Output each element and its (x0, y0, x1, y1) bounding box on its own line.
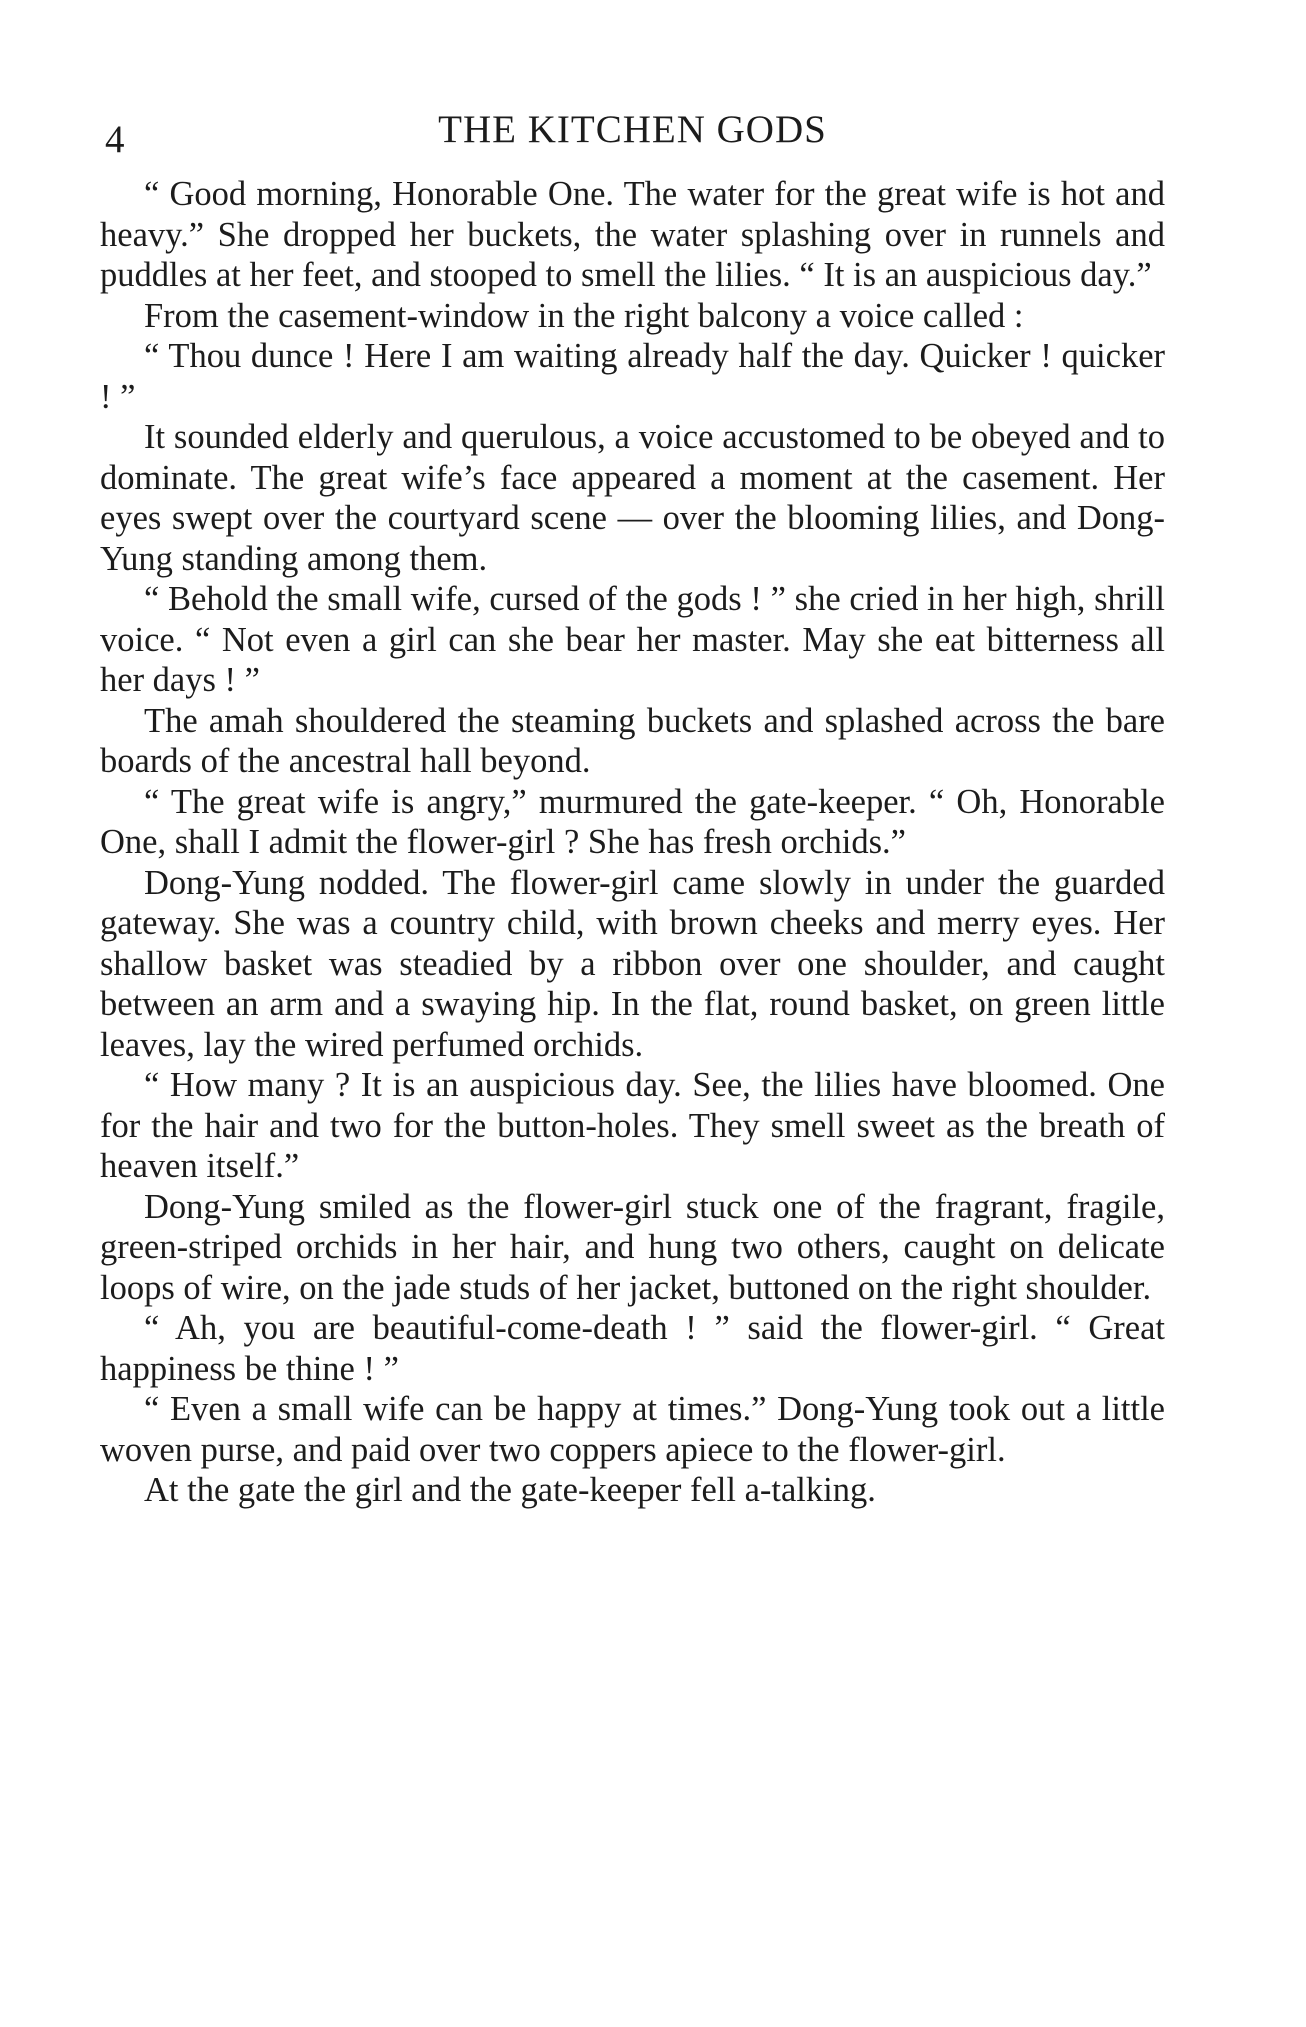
paragraph-orchids-in-hair: Dong-Yung smiled as the flower-girl stuck one of the fragrant, fragile, green-striped orchids in her hair, and hung two others, caught on delicate loops of wire, on the jade studs of her jacket, buttoned on the right shoulder. (100, 1187, 1165, 1307)
body-text (100, 174, 1165, 1511)
paragraph-elderly-querulous: It sounded elderly and querulous, a voice accustomed to be obeyed and to dominate. The great wife’s face appeared a moment at the casement. Her eyes swept over the courtyard scene — over the blooming lilies, and Dong-Yung standing among them. (100, 418, 1165, 578)
paragraph-gate-talking: At the gate the girl and the gate-keeper fell a-talking. (144, 1471, 876, 1509)
paragraph-great-wife-angry: “ The great wife is angry,” murmured the gate-keeper. “ Oh, Honorable One, shall I admit the flower-girl ? She has fresh orchids.” (100, 782, 1165, 861)
running-head (100, 100, 1165, 160)
book-page (100, 100, 1165, 1511)
paragraph-good-morning: “ Good morning, Honorable One. The water for the great wife is hot and heavy.” She dropped her buckets, the water splashing over in runnels and puddles at her feet, and stooped to smell the lilies. “ It is an auspicious day.” (100, 175, 1165, 294)
paragraph-beautiful-come-death: “ Ah, you are beautiful-come-death ! ” said the flower-girl. “ Great happiness be thine ! ” (100, 1309, 1165, 1388)
paragraph-flower-girl-arrives: Dong-Yung nodded. The flower-girl came slowly in under the guarded gateway. She was a country child, with brown cheeks and merry eyes. Her shallow basket was steadied by a ribbon over one shoulder, and caught between an arm and a swaying hip. In the flat, round basket, on green little leaves, lay the wired perfumed orchids. (100, 863, 1165, 1064)
paragraph-amah-buckets: The amah shouldered the steaming buckets and splashed across the bare boards of the ancestral hall beyond. (100, 701, 1165, 780)
page-number: 4 (105, 118, 125, 161)
paragraph-small-wife-happy: “ Even a small wife can be happy at times.” Dong-Yung took out a little woven purse, and paid over two coppers apiece to the flower-girl. (100, 1390, 1165, 1469)
paragraph-casement-voice: From the casement-window in the right balcony a voice called : (144, 296, 1024, 335)
paragraph-how-many: “ How many ? It is an auspicious day. See, the lilies have bloomed. One for the hair and two for the button-holes. They smell sweet as the breath of heaven itself.” (100, 1066, 1165, 1185)
running-title: THE KITCHEN GODS (438, 108, 827, 151)
paragraph-behold-small-wife: “ Behold the small wife, cursed of the gods ! ” she cried in her high, shrill voice. “ Not even a girl can she bear her master. May she eat bitterness all her days ! ” (100, 580, 1165, 699)
paragraph-thou-dunce: “ Thou dunce ! Here I am waiting already half the day. Quicker ! quicker ! ” (100, 337, 1165, 416)
